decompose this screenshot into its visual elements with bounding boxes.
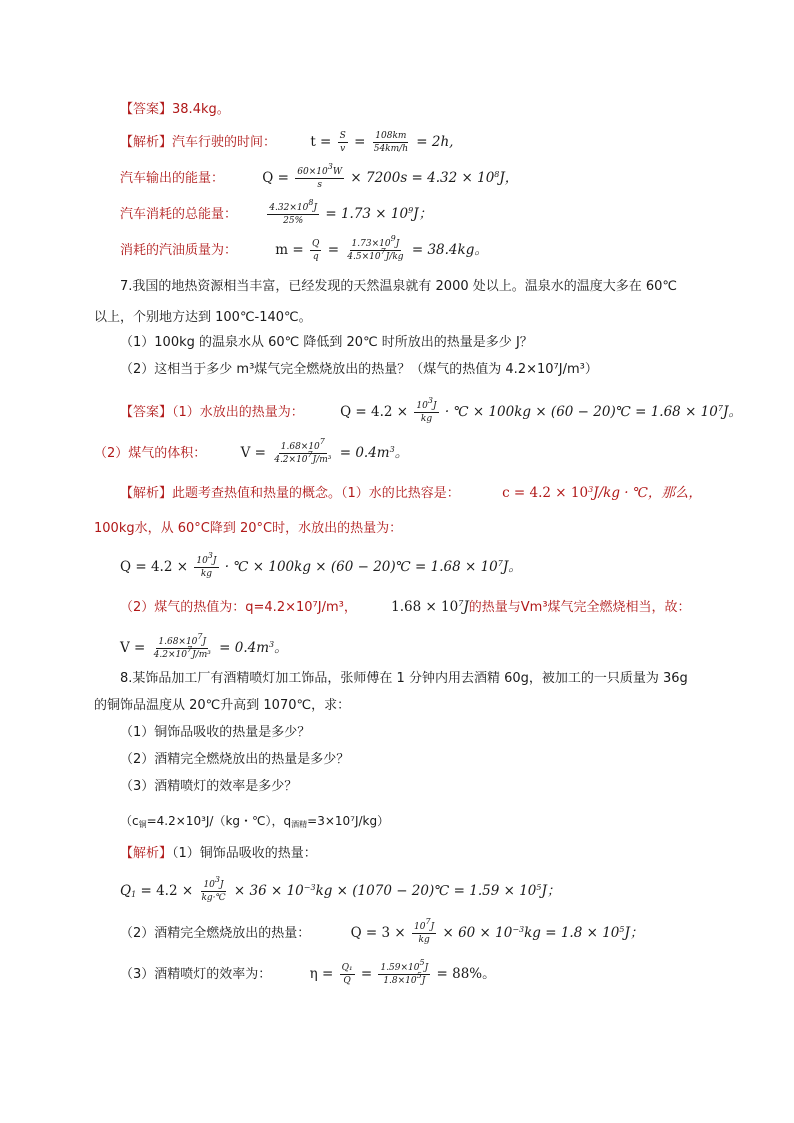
q7-answer-line1	[120, 396, 742, 424]
q6-total-line	[120, 198, 433, 226]
time-label: 汽车行驶的时间：	[172, 135, 277, 150]
time-equation: t = $\frac{S}{v}$ = $\frac{108km}{54km/h}$ = 2h,	[310, 131, 454, 154]
total-equation: $\frac{4.32\times 10^8J}{25\%}$ = $1.73 \times 10^9J$；	[269, 198, 433, 226]
analysis-part2-equation: $1.68 \times 10^7J$	[391, 599, 469, 615]
q8-sub3: （3）酒精喷灯的效率是多少？	[120, 779, 298, 794]
q7-analysis-v-equation: V = $\frac{1.68\times 10^7J}{4.2\times 10^7J/m^3}$ = $0.4m^3$。	[120, 632, 288, 660]
analysis-tag: 【解析】	[120, 846, 173, 861]
q8-analysis-line1	[120, 845, 317, 863]
answer-part2-equation: V = $\frac{1.68\times 10^7}{4.2\times 10^7J/m^3}$ = $0.4m^3$。	[240, 437, 409, 465]
q7-analysis-line3: （2）煤气的热值为：q=4.2×10⁷J/m³， $1.68 \times 10^7J$的热量与Vm³煤气完全燃烧相当，故：	[120, 599, 691, 615]
output-label: 汽车输出的能量：	[120, 171, 225, 186]
q8-given-values: （$c_铜=4.2\times 10^3J/(kg$・℃），$q_{酒精}=3\times 10^7J/kg$）	[120, 814, 390, 829]
q6-mass-line	[120, 234, 488, 262]
answer-tag: 【答案】	[120, 405, 173, 420]
q8-sub1: （1）铜饰品吸收的热量是多少？	[120, 725, 311, 740]
q8-stem-line2: 的铜饰品温度从 20℃升高到 1070℃，求：	[94, 698, 351, 713]
output-equation: Q = $\frac{60\times 10^3W}{s}$ × $7200s = 4.32 \times 10^8J$，	[262, 162, 519, 190]
q6-answer-line	[120, 101, 230, 119]
q7-sub2: （2）这相当于多少 m³煤气完全燃烧放出的热量？（煤气的热值为 4.2×10⁷J/m³）	[120, 362, 598, 377]
q8-analysis-line2	[120, 917, 644, 945]
q8-q1-equation: $Q_1 = 4.2$ × $\frac{10^3J}{kg\cdot℃}$ × $36 \times 10^{-3}kg \times (1070$ − 20)℃ = $1.59 \times 10^5J$；	[120, 875, 561, 903]
answer-part2-label: （2）煤气的体积：	[94, 446, 207, 461]
q7-analysis-line1	[120, 484, 702, 503]
q7-sub1: （1）100kg 的温泉水从 60℃ 降低到 20℃ 时所放出的热量是多少 J？	[120, 335, 533, 350]
q7-answer-line2	[94, 437, 409, 465]
q8-stem-line1: 8.某饰品加工厂有酒精喷灯加工饰品，张师傅在 1 分钟内用去酒精 60g，被加工的一只质量为 36g	[120, 671, 688, 686]
answer-part1-equation: Q = 4.2 × $\frac{10^3J}{kg}$ · ℃ × 100kg × (60 − 20)℃ = $1.68 \times 10^7J$。	[340, 396, 742, 424]
q7-stem-line2: 以上，个别地方达到 100℃-140℃。	[94, 310, 312, 325]
answer-value: 38.4kg。	[172, 102, 230, 117]
mass-equation: m = $\frac{Q}{q}$ = $\frac{1.73\times 10^9J}{4.5\times 10^7J/kg}$ = 38.4kg。	[275, 234, 488, 262]
analysis-part2-text: （2）煤气的热值为：q=4.2×10⁷J/m³，	[120, 600, 357, 615]
specific-heat-equation: $c = 4.2 \times 10^3J/kg$ · ℃，那么，	[502, 485, 702, 501]
mass-label: 消耗的汽油质量为：	[120, 243, 238, 258]
q6-time-line	[120, 131, 453, 154]
q7-stem-line1: 7.我国的地热资源相当丰富，已经发现的天然温泉就有 2000 处以上。温泉水的温度大多在 60℃	[120, 279, 678, 294]
analysis-part2-label: （2）酒精完全燃烧放出的热量：	[120, 926, 311, 941]
combustion-heat-equation: Q = 3 × $\frac{10^7J}{kg}$ × $60 \times 10^{-3}kg = 1.8 \times 10^5J$；	[350, 917, 644, 945]
q7-analysis-line2: 100kg水，从 60°C降到 20°C时，水放出的热量为：	[94, 521, 403, 536]
analysis-part3-label: （3）酒精喷灯的效率为：	[120, 967, 272, 982]
answer-tag: 【答案】	[120, 102, 173, 117]
analysis-part1-label: （1）铜饰品吸收的热量：	[172, 846, 317, 861]
total-label: 汽车消耗的总能量：	[120, 207, 238, 222]
q8-sub2: （2）酒精完全燃烧放出的热量是多少？	[120, 752, 350, 767]
analysis-tag: 【解析】	[120, 135, 173, 150]
q8-analysis-line3	[120, 958, 496, 986]
analysis-text: 此题考查热值和热量的概念。（1）水的比热容是：	[172, 486, 460, 501]
q7-analysis-q-equation: Q = 4.2 × $\frac{10^3J}{kg}$ · ℃ × 100kg × (60 − 20)℃ = $1.68 \times 10^7J$。	[120, 551, 522, 579]
answer-part1-label: （1）水放出的热量为：	[172, 405, 304, 420]
analysis-tag: 【解析】	[120, 486, 173, 501]
efficiency-equation: η = $\frac{\text{Q₁}}{Q}$ = $\frac{1.59\times 10^5J}{1.8\times 10^5J}$ = 88%。	[309, 958, 496, 986]
q6-output-line	[120, 162, 519, 190]
